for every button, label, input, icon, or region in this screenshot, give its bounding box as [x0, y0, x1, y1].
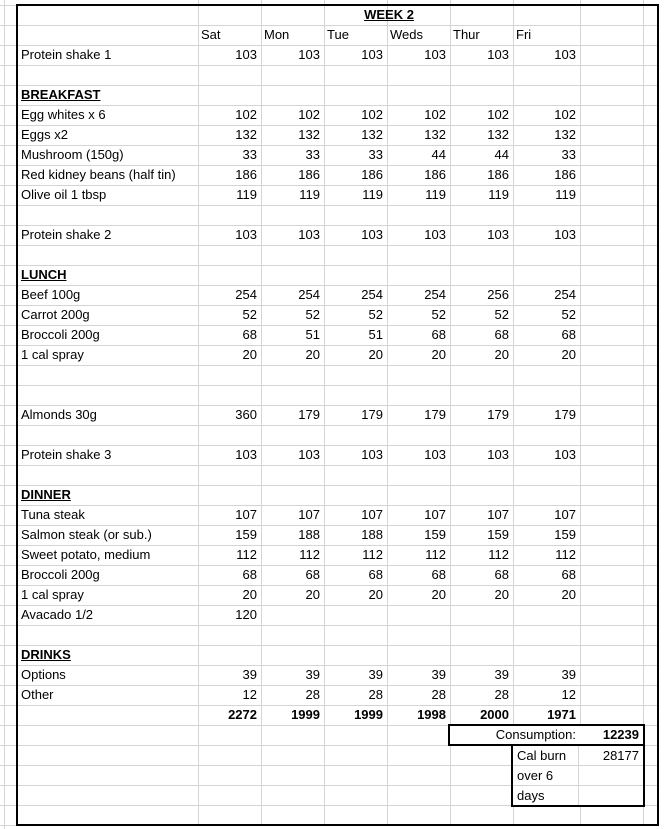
- cell-value[interactable]: 103: [235, 227, 257, 242]
- row-label[interactable]: Mushroom (150g): [21, 147, 124, 162]
- cell-value[interactable]: 179: [424, 407, 446, 422]
- cell-value[interactable]: 20: [494, 587, 509, 602]
- cell-value[interactable]: 33: [305, 147, 320, 162]
- cell-total[interactable]: 1999: [291, 707, 320, 722]
- cell-value[interactable]: 28: [368, 687, 383, 702]
- cell-value[interactable]: 107: [487, 507, 509, 522]
- column-header-mon[interactable]: Mon: [264, 27, 290, 42]
- cell-value[interactable]: 254: [554, 287, 576, 302]
- column-header-tue[interactable]: Tue: [327, 27, 349, 42]
- cell-value[interactable]: 68: [242, 567, 257, 582]
- row-label[interactable]: Olive oil 1 tbsp: [21, 187, 107, 202]
- gridline: [0, 825, 658, 826]
- gridline: [0, 65, 658, 66]
- row-label[interactable]: Avacado 1/2: [21, 607, 94, 622]
- row-label[interactable]: Tuna steak: [21, 507, 85, 522]
- cell-value[interactable]: 103: [554, 47, 576, 62]
- section-header[interactable]: DRINKS: [21, 647, 71, 662]
- cell-total[interactable]: 1998: [417, 707, 446, 722]
- cal-burn-row-3: [513, 786, 643, 805]
- cell-value[interactable]: 132: [235, 127, 257, 142]
- cell-value[interactable]: 119: [488, 187, 509, 202]
- cell-value[interactable]: 186: [361, 167, 383, 182]
- cell-value[interactable]: 186: [424, 167, 446, 182]
- cell-value[interactable]: 52: [431, 307, 446, 322]
- cell-value[interactable]: 103: [235, 47, 257, 62]
- cell-value[interactable]: 132: [424, 127, 446, 142]
- cell-value[interactable]: 102: [487, 107, 509, 122]
- cell-value[interactable]: 68: [561, 567, 576, 582]
- cell-value[interactable]: 119: [236, 187, 257, 202]
- cell-value[interactable]: 44: [494, 147, 509, 162]
- row-label[interactable]: Sweet potato, medium: [21, 547, 151, 562]
- cell-value[interactable]: 68: [561, 327, 576, 342]
- gridline: [0, 385, 658, 386]
- cell-total[interactable]: 1971: [547, 707, 576, 722]
- cell-value[interactable]: 20: [305, 587, 320, 602]
- row-label[interactable]: Red kidney beans (half tin): [21, 167, 176, 182]
- cell-value[interactable]: 39: [242, 667, 257, 682]
- cell-value[interactable]: 103: [298, 47, 320, 62]
- cell-value[interactable]: 51: [305, 327, 320, 342]
- cell-value[interactable]: 103: [487, 447, 509, 462]
- row-label[interactable]: Broccoli 200g: [21, 327, 100, 342]
- cell-value[interactable]: 256: [487, 287, 509, 302]
- cell-value[interactable]: 120: [235, 607, 257, 622]
- row-label[interactable]: Protein shake 1: [21, 47, 112, 62]
- cell-value[interactable]: 20: [305, 347, 320, 362]
- row-label[interactable]: 1 cal spray: [21, 347, 84, 362]
- cell-value[interactable]: 33: [561, 147, 576, 162]
- cell-value[interactable]: 102: [424, 107, 446, 122]
- column-header-fri[interactable]: Fri: [516, 27, 532, 42]
- cell-value[interactable]: 179: [554, 407, 576, 422]
- cell-value[interactable]: 179: [298, 407, 320, 422]
- cell-value[interactable]: 360: [235, 407, 257, 422]
- row-label[interactable]: Almonds 30g: [21, 407, 97, 422]
- cell-value[interactable]: 102: [361, 107, 383, 122]
- cell-value[interactable]: 112: [362, 547, 383, 562]
- cell-value[interactable]: 68: [368, 567, 383, 582]
- consumption-value[interactable]: 12239: [602, 727, 639, 742]
- cell-value[interactable]: 28: [305, 687, 320, 702]
- cal-burn-label-line-3[interactable]: days: [513, 786, 579, 805]
- cell-value[interactable]: 132: [298, 127, 320, 142]
- cell-value[interactable]: 186: [487, 167, 509, 182]
- cell-value[interactable]: 39: [368, 667, 383, 682]
- cell-value[interactable]: 20: [242, 347, 257, 362]
- cell-value[interactable]: 186: [235, 167, 257, 182]
- cell-value[interactable]: 112: [425, 547, 446, 562]
- cell-value[interactable]: 68: [431, 567, 446, 582]
- cell-value[interactable]: 20: [431, 347, 446, 362]
- cell-total[interactable]: 1999: [354, 707, 383, 722]
- cell-value[interactable]: 112: [488, 547, 509, 562]
- cal-burn-empty-cell[interactable]: [579, 766, 643, 785]
- cell-value[interactable]: 102: [298, 107, 320, 122]
- cell-value[interactable]: 44: [431, 147, 446, 162]
- cell-value[interactable]: 51: [368, 327, 383, 342]
- cell-value[interactable]: 103: [424, 227, 446, 242]
- row-label[interactable]: Options: [21, 667, 66, 682]
- cell-value[interactable]: 52: [305, 307, 320, 322]
- cell-value[interactable]: 132: [487, 127, 509, 142]
- cell-value[interactable]: 179: [361, 407, 383, 422]
- cell-value[interactable]: 119: [425, 187, 446, 202]
- row-label[interactable]: Other: [21, 687, 54, 702]
- cell-value[interactable]: 186: [298, 167, 320, 182]
- cell-value[interactable]: 103: [424, 447, 446, 462]
- cal-burn-value[interactable]: 28177: [602, 748, 639, 763]
- cell-total[interactable]: 2000: [480, 707, 509, 722]
- cell-value[interactable]: 68: [431, 327, 446, 342]
- cell-value[interactable]: 103: [554, 227, 576, 242]
- row-label[interactable]: Carrot 200g: [21, 307, 90, 322]
- cal-burn-box: [511, 744, 645, 807]
- cell-value[interactable]: 254: [298, 287, 320, 302]
- row-label[interactable]: Salmon steak (or sub.): [21, 527, 152, 542]
- cell-value[interactable]: 68: [305, 567, 320, 582]
- cell-value[interactable]: 28: [494, 687, 509, 702]
- cell-value[interactable]: 20: [368, 587, 383, 602]
- cell-value[interactable]: 12: [242, 687, 257, 702]
- cell-value[interactable]: 112: [555, 547, 576, 562]
- cell-value[interactable]: 107: [424, 507, 446, 522]
- gridline: [0, 425, 658, 426]
- cell-value[interactable]: 254: [361, 287, 383, 302]
- cell-value[interactable]: 132: [361, 127, 383, 142]
- cell-value[interactable]: 103: [424, 47, 446, 62]
- gridline: [0, 465, 658, 466]
- column-header-thur[interactable]: Thur: [453, 27, 480, 42]
- cell-value[interactable]: 33: [368, 147, 383, 162]
- consumption-box: [448, 724, 645, 746]
- row-label[interactable]: Beef 100g: [21, 287, 81, 302]
- cell-value[interactable]: 52: [242, 307, 257, 322]
- cell-value[interactable]: 39: [561, 667, 576, 682]
- cell-value[interactable]: 179: [487, 407, 509, 422]
- cell-value[interactable]: 102: [554, 107, 576, 122]
- cell-value[interactable]: 20: [494, 347, 509, 362]
- cell-value[interactable]: 107: [361, 507, 383, 522]
- row-label[interactable]: Broccoli 200g: [21, 567, 100, 582]
- cell-value[interactable]: 107: [554, 507, 576, 522]
- cell-value[interactable]: 159: [554, 527, 576, 542]
- cell-value[interactable]: 103: [298, 227, 320, 242]
- cell-value[interactable]: 159: [424, 527, 446, 542]
- cell-total[interactable]: 2272: [228, 707, 257, 722]
- cell-value[interactable]: 52: [561, 307, 576, 322]
- row-label[interactable]: 1 cal spray: [21, 587, 84, 602]
- section-header[interactable]: LUNCH: [21, 267, 67, 282]
- cell-value[interactable]: 33: [242, 147, 257, 162]
- cell-value[interactable]: 188: [361, 527, 383, 542]
- row-label[interactable]: Egg whites x 6: [21, 107, 106, 122]
- sheet-title[interactable]: WEEK 2: [364, 7, 414, 22]
- cell-value[interactable]: 68: [242, 327, 257, 342]
- gridline: [0, 365, 658, 366]
- cell-value[interactable]: 254: [235, 287, 257, 302]
- cell-value[interactable]: 103: [361, 227, 383, 242]
- cell-value[interactable]: 103: [554, 447, 576, 462]
- gridline: [0, 625, 658, 626]
- row-label[interactable]: Protein shake 2: [21, 227, 112, 242]
- cell-value[interactable]: 107: [235, 507, 257, 522]
- cell-value[interactable]: 39: [305, 667, 320, 682]
- cell-value[interactable]: 103: [361, 47, 383, 62]
- cell-value[interactable]: 20: [561, 347, 576, 362]
- cell-value[interactable]: 102: [235, 107, 257, 122]
- cal-burn-row-2: [513, 766, 643, 786]
- cell-value[interactable]: 103: [298, 447, 320, 462]
- cell-value[interactable]: 103: [487, 47, 509, 62]
- cell-value[interactable]: 103: [361, 447, 383, 462]
- cal-burn-label-line-1[interactable]: Cal burn: [513, 746, 579, 765]
- cell-value[interactable]: 12: [561, 687, 576, 702]
- cell-value[interactable]: 159: [235, 527, 257, 542]
- consumption-label[interactable]: Consumption:: [495, 727, 576, 742]
- section-header[interactable]: DINNER: [21, 487, 71, 502]
- column-header-sat[interactable]: Sat: [201, 27, 221, 42]
- cell-value[interactable]: 52: [494, 307, 509, 322]
- gridline: [580, 0, 581, 825]
- cell-value[interactable]: 119: [362, 187, 383, 202]
- cell-value[interactable]: 68: [494, 327, 509, 342]
- cell-value[interactable]: 20: [431, 587, 446, 602]
- cell-value[interactable]: 28: [431, 687, 446, 702]
- cell-value[interactable]: 52: [368, 307, 383, 322]
- section-header[interactable]: BREAKFAST: [21, 87, 101, 102]
- cal-burn-label-line-2[interactable]: over 6: [513, 766, 579, 785]
- cell-value[interactable]: 20: [368, 347, 383, 362]
- cell-value[interactable]: 132: [554, 127, 576, 142]
- cell-value[interactable]: 188: [298, 527, 320, 542]
- cell-value[interactable]: 103: [487, 227, 509, 242]
- cell-value[interactable]: 119: [555, 187, 576, 202]
- cell-value[interactable]: 112: [299, 547, 320, 562]
- cell-value[interactable]: 39: [431, 667, 446, 682]
- row-label[interactable]: Protein shake 3: [21, 447, 112, 462]
- cell-value[interactable]: 20: [242, 587, 257, 602]
- cell-value[interactable]: 159: [487, 527, 509, 542]
- cell-value[interactable]: 186: [554, 167, 576, 182]
- cell-value[interactable]: 112: [236, 547, 257, 562]
- cal-burn-empty-cell[interactable]: [579, 786, 643, 805]
- gridline: [0, 245, 658, 246]
- cell-value[interactable]: 107: [298, 507, 320, 522]
- column-header-weds[interactable]: Weds: [390, 27, 423, 42]
- cell-value[interactable]: 20: [561, 587, 576, 602]
- cell-value[interactable]: 119: [299, 187, 320, 202]
- cal-burn-row-1: [513, 746, 643, 766]
- cell-value[interactable]: 68: [494, 567, 509, 582]
- cell-value[interactable]: 103: [235, 447, 257, 462]
- gridline: [0, 205, 658, 206]
- cell-value[interactable]: 254: [424, 287, 446, 302]
- gridline: [643, 0, 644, 825]
- cell-value[interactable]: 39: [494, 667, 509, 682]
- row-label[interactable]: Eggs x2: [21, 127, 68, 142]
